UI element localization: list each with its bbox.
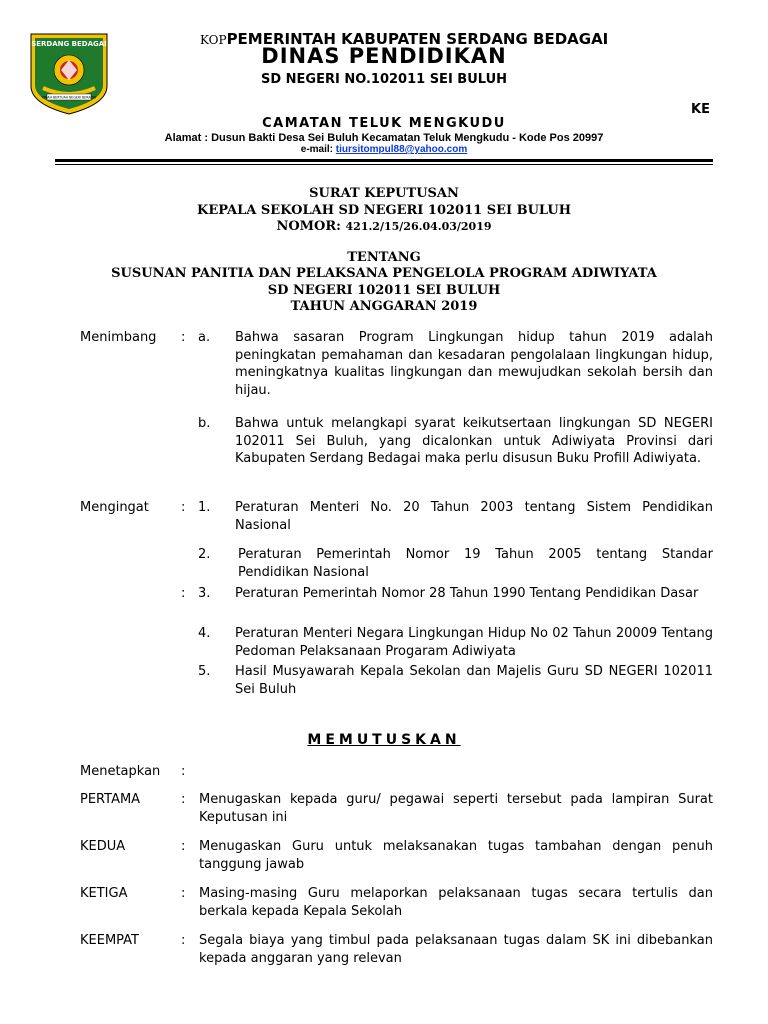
decision-label: KETIGA — [80, 886, 128, 901]
school-email — [0, 144, 768, 155]
decree-number-label: NOMOR: — [276, 219, 346, 234]
mengingat-item-number: 5. — [198, 664, 211, 679]
decision-label: KEDUA — [80, 839, 126, 854]
decree-issuer: KEPALA SEKOLAH SD NEGERI 102011 SEI BULUH — [197, 203, 571, 218]
decision-label: Menetapkan — [80, 764, 161, 779]
email-link[interactable]: tiursitompul88@yahoo.com — [335, 144, 468, 155]
logo-banner-text: SERDANG BEDAGAI — [31, 40, 107, 48]
tentang-heading: TENTANG — [347, 250, 421, 265]
memutuskan-heading: MEMUTUSKAN — [307, 732, 461, 748]
mengingat-colon: : — [181, 500, 186, 515]
mengingat-item-text: Peraturan Menteri No. 20 Tahun 2003 tentang Sistem Pendidikan Nasional — [235, 500, 713, 533]
decree-subject-line1: SUSUNAN PANITIA DAN PELAKSANA PENGELOLA PROGRAM ADIWIYATA — [111, 266, 657, 281]
mengingat-item-number: 2. — [198, 547, 211, 562]
mengingat-item-number: 4. — [198, 626, 211, 641]
menimbang-label: Menimbang — [80, 330, 157, 345]
mengingat-item-number: 3. — [198, 586, 211, 601]
menimbang-colon: : — [181, 330, 186, 345]
department-name: DINAS PENDIDIKAN — [261, 44, 507, 68]
letterhead-rule-thin — [55, 164, 713, 165]
email-label: e-mail: — [300, 144, 336, 155]
decision-colon: : — [181, 764, 186, 779]
decree-subject-line2: SD NEGERI 102011 SEI BULUH — [267, 283, 501, 298]
decree-subject-line3: TAHUN ANGGARAN 2019 — [290, 299, 478, 314]
decision-text: Menugaskan Guru untuk melaksanakan tugas tambahan dengan penuh tanggung jawab — [199, 839, 713, 872]
kop-prefix: KOP — [200, 33, 227, 47]
decision-text: Masing-masing Guru melaporkan pelaksanaan tugas secara tertulis dan berkala kepada Kepala Sekolah — [199, 886, 713, 919]
menimbang-item-number: a. — [198, 330, 211, 345]
decision-label: KEEMPAT — [80, 933, 140, 948]
mengingat-item-text: Peraturan Pemerintah Nomor 19 Tahun 2005 tentang Standar Pendidikan Nasional — [238, 547, 713, 580]
school-name: SD NEGERI NO.102011 SEI BULUH — [260, 72, 508, 87]
government-name: PEMERINTAH KABUPATEN SERDANG BEDAGAI — [226, 30, 609, 48]
menimbang-item-number: b. — [198, 416, 211, 431]
decision-colon: : — [181, 839, 186, 854]
mengingat-item-number: 1. — [198, 500, 211, 515]
decision-text: Segala biaya yang timbul pada pelaksanaan tugas dalam SK ini dibebankan kepada anggaran yang relevan — [199, 933, 713, 966]
decree-title: SURAT KEPUTUSAN — [309, 186, 459, 201]
menimbang-item-text: Bahwa untuk melangkapi syarat keikutsertaan lingkungan SD NEGERI 102011 Sei Buluh, yang dicalonkan untuk Adiwiyata Provinsi dari Kabupaten Serdang Bedagai maka perlu disusun Buku Profill Adiwiyata. — [235, 416, 713, 466]
decision-label: PERTAMA — [80, 792, 141, 807]
letterhead-rule-thick — [55, 159, 713, 162]
decree-number-value: 421.2/15/26.04.03/2019 — [345, 220, 492, 233]
mengingat-colon-repeat: : — [181, 586, 186, 601]
decree-number — [0, 219, 768, 234]
logo-motto-text: TANAH BERTUAH NEGERI BERADAT — [41, 95, 97, 100]
mengingat-item-text: Peraturan Pemerintah Nomor 28 Tahun 1990 Tentang Pendidikan Dasar — [235, 586, 699, 601]
decision-colon: : — [181, 792, 186, 807]
mengingat-item-text: Peraturan Menteri Negara Lingkungan Hidup No 02 Tahun 20009 Tentang Pedoman Pelaksanaan Progaram Adiwiyata — [235, 626, 713, 659]
mengingat-item-text: Hasil Musyawarah Kepala Sekolan dan Majelis Guru SD NEGERI 102011 Sei Buluh — [235, 664, 713, 697]
decision-colon: : — [181, 933, 186, 948]
school-address: Alamat : Dusun Bakti Desa Sei Buluh Kecamatan Teluk Mengkudu - Kode Pos 20997 — [164, 132, 604, 144]
mengingat-label: Mengingat — [80, 500, 149, 515]
decision-colon: : — [181, 886, 186, 901]
menimbang-item-text: Bahwa sasaran Program Lingkungan hidup tahun 2019 adalah peningkatan pemahaman dan kesadaran pengolalaan lingkungan hidup, meningkatnya kualitas lingkungan dan mewujudkan sekolah bersih dan hijau. — [235, 330, 713, 398]
district-name: CAMATAN TELUK MENGKUDU — [262, 116, 506, 131]
letterhead-ke: KE — [691, 102, 710, 117]
decision-text: Menugaskan kepada guru/ pegawai seperti tersebut pada lampiran Surat Keputusan ini — [199, 792, 713, 825]
